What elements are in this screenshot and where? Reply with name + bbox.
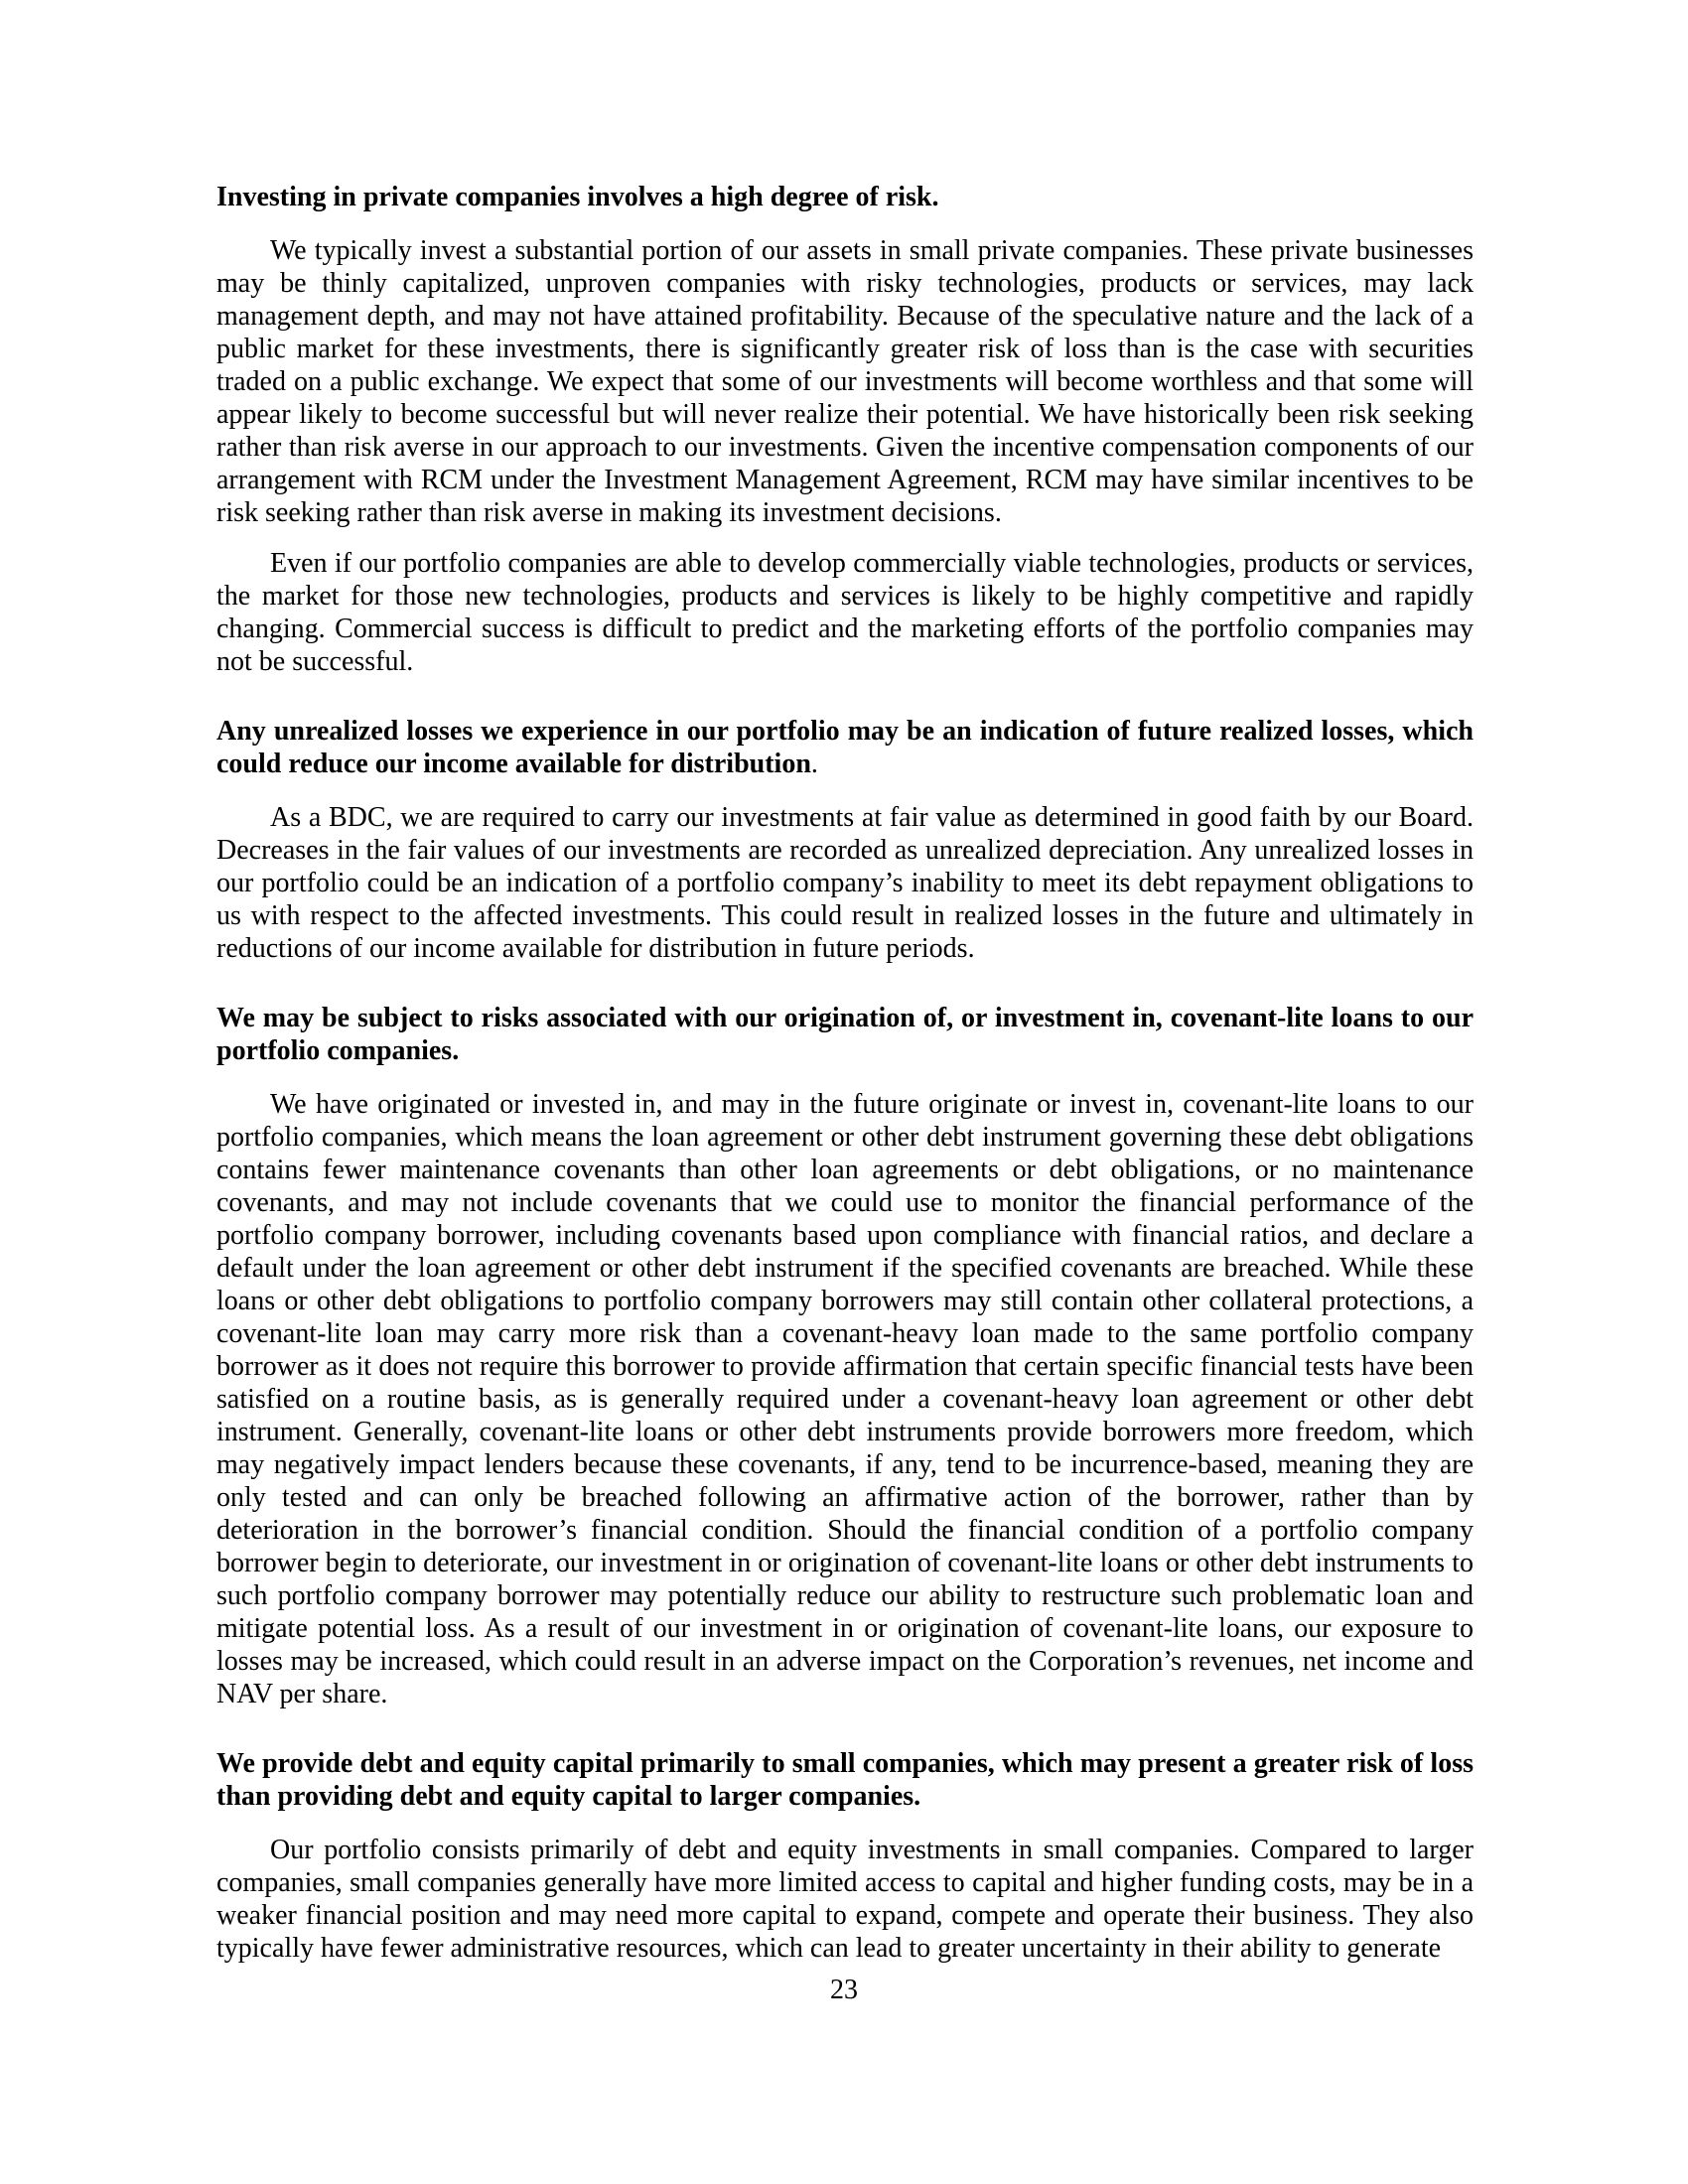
- document-body: [216, 181, 1474, 1965]
- paragraph: Our portfolio consists primarily of debt and equity investments in small companies. Compared to larger companies, small companies generally have more limited access to capital and higher funding costs, may be in a weaker financial position and may need more capital to expand, compete and operate their business. They also typically have fewer administrative resources, which can lead to greater uncertainty in their ability to generate: [216, 1835, 1474, 1964]
- paragraph: As a BDC, we are required to carry our investments at fair value as determined in good faith by our Board. Decreases in the fair values of our investments are recorded as unrealized depreciation. Any unrealized losses in our portfolio could be an indication of a portfolio company’s inability to meet its debt repayment obligations to us with respect to the affected investments. This could result in realized losses in the future and ultimately in reductions of our income available for distribution in future periods.: [216, 802, 1474, 964]
- section-heading-text: Any unrealized losses we experience in our portfolio may be an indication of future realized losses, which could reduce our income available for distribution: [216, 716, 1474, 779]
- paragraph: We have originated or invested in, and may in the future originate or invest in, covenant-lite loans to our portfolio companies, which means the loan agreement or other debt instrument governing these debt obligations contains fewer maintenance covenants than other loan agreements or debt obligations, or no maintenance covenants, and may not include covenants that we could use to monitor the financial performance of the portfolio company borrower, including covenants based upon compliance with financial ratios, and declare a default under the loan agreement or other debt instrument if the specified covenants are breached. While these loans or other debt obligations to portfolio company borrowers may still contain other collateral protections, a covenant-lite loan may carry more risk than a covenant-heavy loan made to the same portfolio company borrower as it does not require this borrower to provide affirmation that certain specific financial tests have been satisfied on a routine basis, as is generally required under a covenant-heavy loan agreement or other debt instrument. Generally, covenant-lite loans or other debt instruments provide borrowers more freedom, which may negatively impact lenders because these covenants, if any, tend to be incurrence-based, meaning they are only tested and can only be breached following an affirmative action of the borrower, rather than by deterioration in the borrower’s financial condition. Should the financial condition of a portfolio company borrower begin to deteriorate, our investment in or origination of covenant-lite loans or other debt instruments to such portfolio company borrower may potentially reduce our ability to restructure such problematic loan and mitigate potential loss. As a result of our investment in or origination of covenant-lite loans, our exposure to losses may be increased, which could result in an adverse impact on the Corporation’s revenues, net income and NAV per share.: [216, 1089, 1474, 1709]
- section-heading: We provide debt and equity capital primarily to small companies, which may present a greater risk of loss than providing debt and equity capital to larger companies.: [216, 1748, 1474, 1812]
- paragraph: We typically invest a substantial portion of our assets in small private companies. These private businesses may be thinly capitalized, unproven companies with risky technologies, products or services, may lack management depth, and may not have attained profitability. Because of the speculative nature and the lack of a public market for these investments, there is significantly greater risk of loss than is the case with securities traded on a public exchange. We expect that some of our investments will become worthless and that some will appear likely to become successful but will never realize their potential. We have historically been risk seeking rather than risk averse in our approach to our investments. Given the incentive compensation components of our arrangement with RCM under the Investment Management Agreement, RCM may have similar incentives to be risk seeking rather than risk averse in making its investment decisions.: [216, 235, 1474, 528]
- section-heading-period: .: [810, 749, 818, 779]
- page-number: 23: [830, 1975, 858, 2005]
- section-heading: [216, 715, 1474, 780]
- section-heading: We may be subject to risks associated with our origination of, or investment in, covenant-lite loans to our portfolio companies.: [216, 1003, 1474, 1066]
- paragraph: Even if our portfolio companies are able to develop commercially viable technologies, products or services, the market for those new technologies, products and services is likely to be highly competitive and rapidly changing. Commercial success is difficult to predict and the marketing efforts of the portfolio companies may not be successful.: [216, 548, 1474, 677]
- section-heading: Investing in private companies involves a high degree of risk.: [216, 182, 939, 212]
